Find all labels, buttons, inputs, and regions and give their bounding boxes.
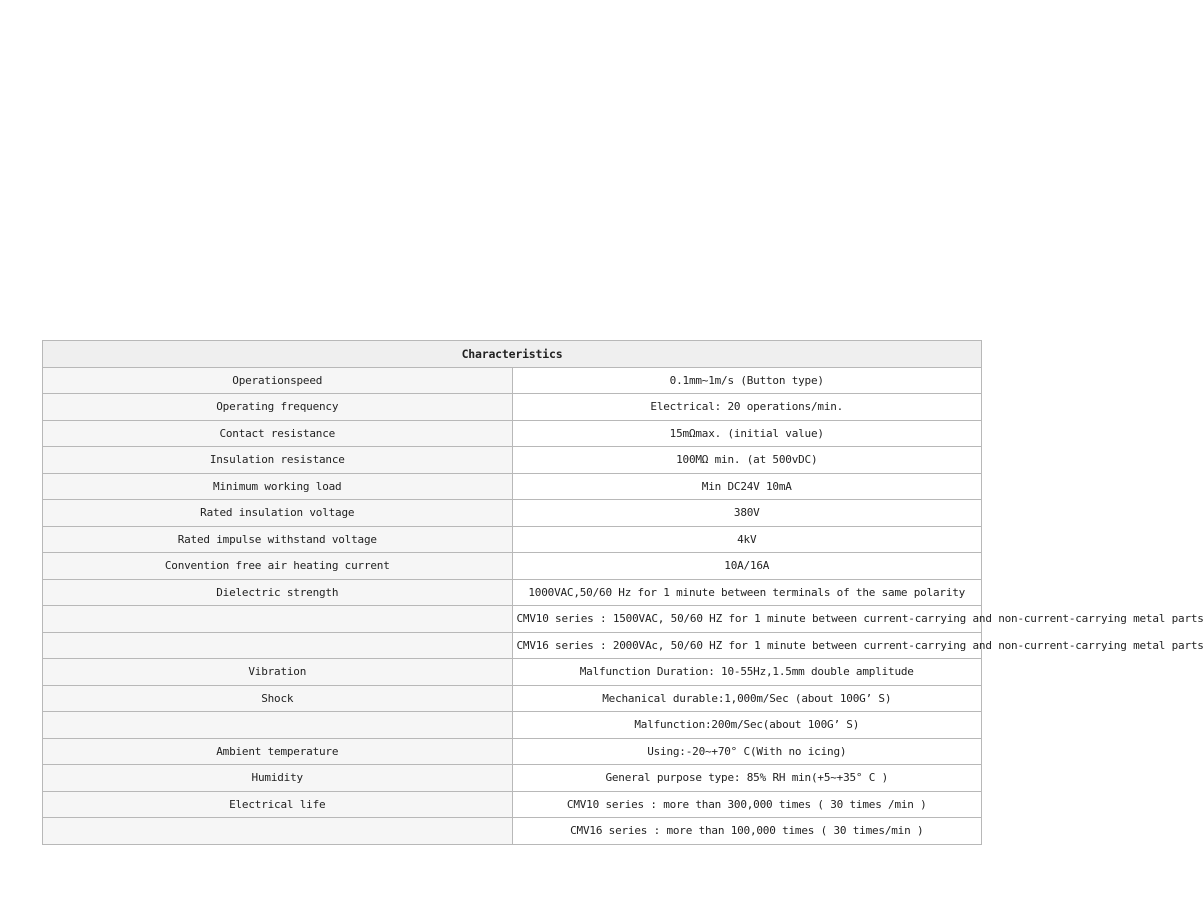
table-header-row: [43, 341, 982, 368]
row-value: CMV16 series : 2000VAc, 50/60 HZ for 1 minute between current-carrying and non-current-carrying metal parts: [512, 632, 982, 659]
row-label: Insulation resistance: [43, 447, 513, 474]
row-label: Rated insulation voltage: [43, 500, 513, 527]
row-value: CMV16 series : more than 100,000 times ( 30 times/min ): [512, 818, 982, 845]
table-row: [43, 526, 982, 553]
row-value: 4kV: [512, 526, 982, 553]
table-body: [43, 367, 1204, 844]
row-label: [43, 606, 513, 633]
table-row: [43, 420, 982, 447]
table-row: [43, 367, 982, 394]
table-row: [43, 500, 982, 527]
characteristics-table-container: [42, 340, 1204, 845]
table-row: [43, 791, 982, 818]
row-label: Ambient temperature: [43, 738, 513, 765]
table-row: [43, 632, 982, 659]
row-value: Min DC24V 10mA: [512, 473, 982, 500]
row-value: Malfunction:200m/Sec(about 100G’ S): [512, 712, 982, 739]
table-row: [43, 447, 982, 474]
row-value: 0.1mm~1m/s (Button type): [512, 367, 982, 394]
row-label: [43, 632, 513, 659]
table-row: [43, 818, 982, 845]
row-label: Shock: [43, 685, 513, 712]
row-label: Electrical life: [43, 791, 513, 818]
row-value: Malfunction Duration: 10-55Hz,1.5mm double amplitude: [512, 659, 982, 686]
row-label: [43, 818, 513, 845]
table-title: Characteristics: [43, 341, 982, 368]
row-label: Vibration: [43, 659, 513, 686]
table-row: [43, 394, 982, 421]
row-value: Using:-20~+70° C(With no icing): [512, 738, 982, 765]
row-label: [43, 712, 513, 739]
table-row: [43, 473, 982, 500]
row-label: Minimum working load: [43, 473, 513, 500]
table-row: [43, 606, 982, 633]
table-row: [43, 685, 982, 712]
row-label: Rated impulse withstand voltage: [43, 526, 513, 553]
table-row: [43, 712, 982, 739]
row-label: Convention free air heating current: [43, 553, 513, 580]
row-label: Operationspeed: [43, 367, 513, 394]
characteristics-table: [42, 340, 1204, 845]
row-label: Humidity: [43, 765, 513, 792]
table-row: [43, 765, 982, 792]
row-value: Mechanical durable:1,000m/Sec (about 100G’ S): [512, 685, 982, 712]
row-value: 15mΩmax. (initial value): [512, 420, 982, 447]
row-label: Operating frequency: [43, 394, 513, 421]
row-value: Electrical: 20 operations/min.: [512, 394, 982, 421]
row-value: CMV10 series : more than 300,000 times ( 30 times /min ): [512, 791, 982, 818]
row-value: General purpose type: 85% RH min(+5~+35° C ): [512, 765, 982, 792]
row-label: Contact resistance: [43, 420, 513, 447]
table-row: [43, 579, 982, 606]
row-label: Dielectric strength: [43, 579, 513, 606]
row-value: 10A/16A: [512, 553, 982, 580]
row-value: 380V: [512, 500, 982, 527]
row-value: 100MΩ min. (at 500vDC): [512, 447, 982, 474]
table-row: [43, 553, 982, 580]
row-value: 1000VAC,50/60 Hz for 1 minute between terminals of the same polarity: [512, 579, 982, 606]
table-row: [43, 738, 982, 765]
table-row: [43, 659, 982, 686]
row-value: CMV10 series : 1500VAC, 50/60 HZ for 1 minute between current-carrying and non-current-carrying metal parts: [512, 606, 982, 633]
